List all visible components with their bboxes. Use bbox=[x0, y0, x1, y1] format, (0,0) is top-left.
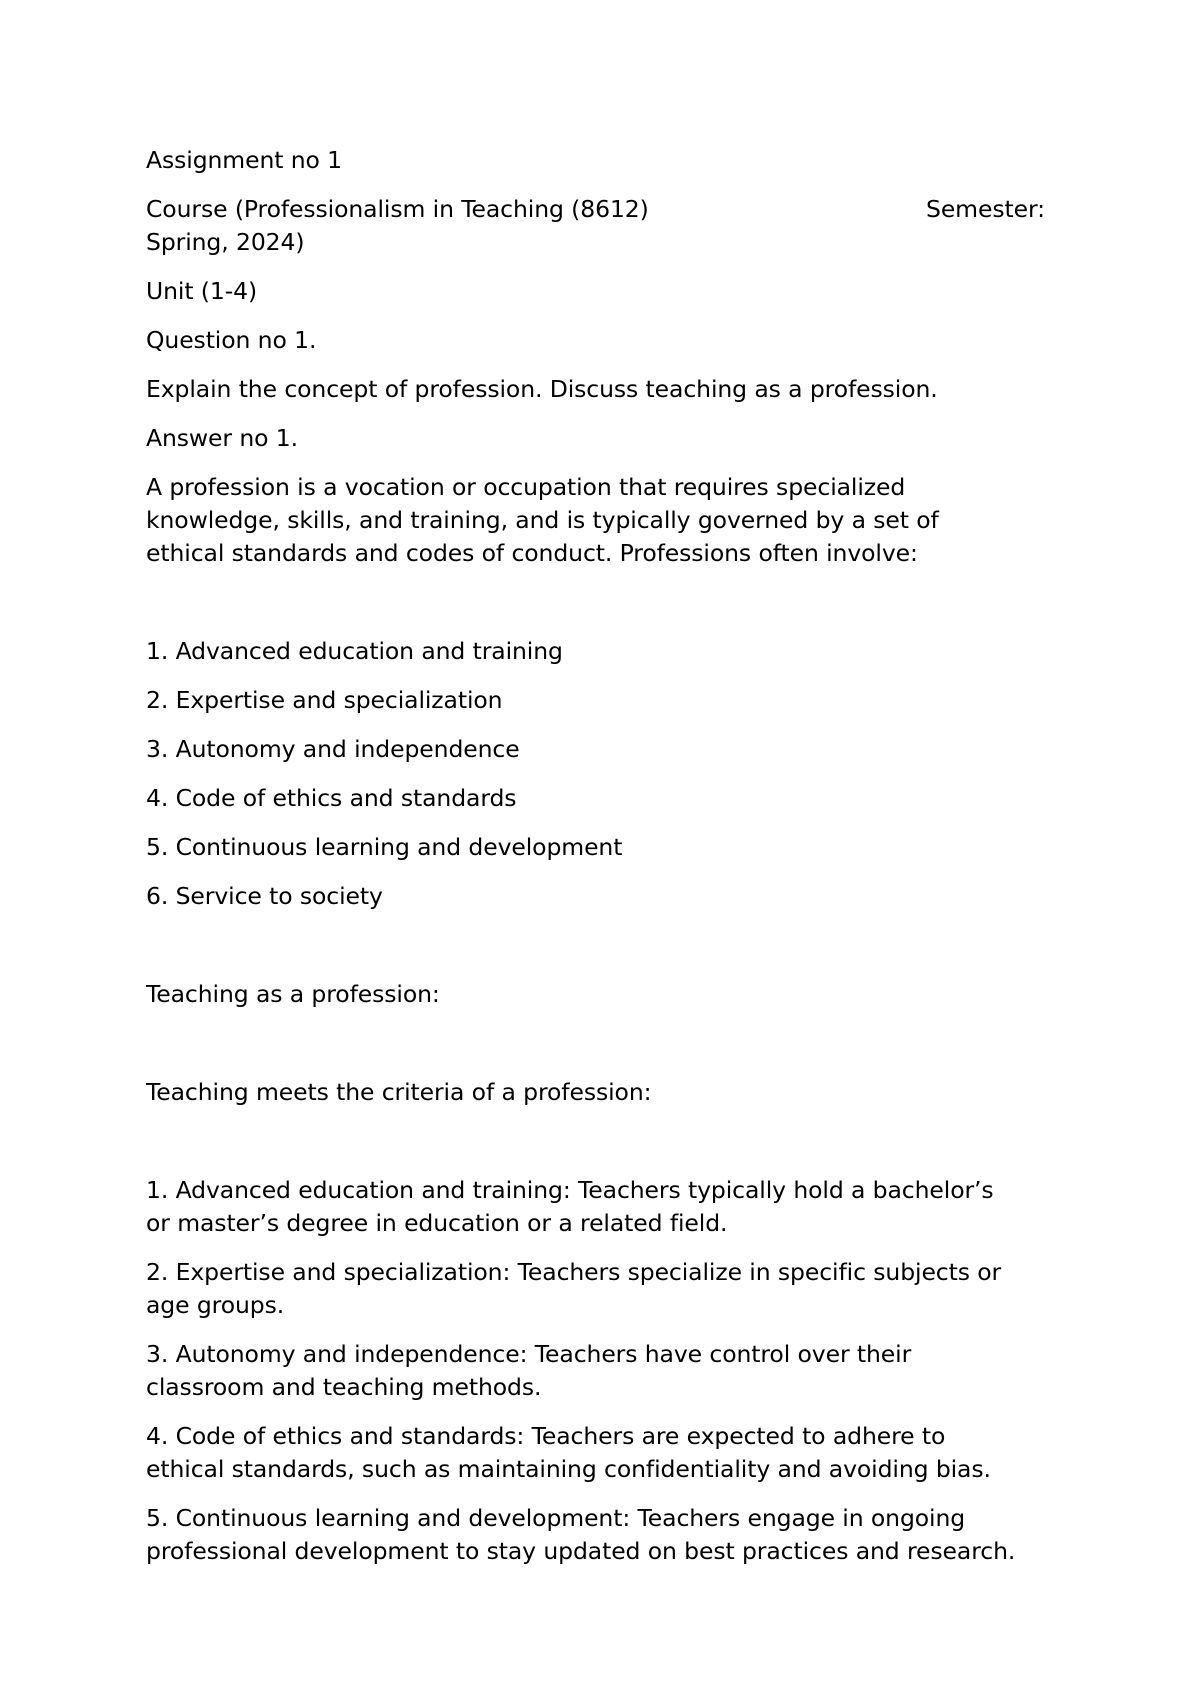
criteria-line: ethical standards, such as maintaining confidentiality and avoiding bias. bbox=[146, 1455, 991, 1483]
teaching-criteria-item bbox=[146, 1420, 1056, 1486]
assignment-title: Assignment no 1 bbox=[146, 146, 343, 174]
question-text: Explain the concept of profession. Discuss teaching as a profession. bbox=[146, 375, 938, 403]
semester-label: Semester: bbox=[926, 195, 1045, 223]
teaching-criteria-intro: Teaching meets the criteria of a profession: bbox=[146, 1078, 652, 1106]
blank-line bbox=[146, 1027, 1056, 1060]
course-title: Course (Professionalism in Teaching (8612) bbox=[146, 195, 649, 223]
answer-label: Answer no 1. bbox=[146, 424, 298, 452]
profession-list-item: 5. Continuous learning and development bbox=[146, 833, 623, 861]
criteria-line: or master’s degree in education or a related field. bbox=[146, 1209, 728, 1237]
teaching-criteria-item bbox=[146, 1174, 1056, 1240]
criteria-line: professional development to stay updated on best practices and research. bbox=[146, 1537, 1016, 1565]
criteria-line: 3. Autonomy and independence: Teachers have control over their bbox=[146, 1340, 912, 1368]
criteria-line: 2. Expertise and specialization: Teachers specialize in specific subjects or bbox=[146, 1258, 1002, 1286]
profession-list-item: 2. Expertise and specialization bbox=[146, 686, 503, 714]
teaching-criteria-item bbox=[146, 1256, 1056, 1322]
blank-line bbox=[146, 586, 1056, 619]
criteria-line: classroom and teaching methods. bbox=[146, 1373, 542, 1401]
teaching-criteria-item bbox=[146, 1502, 1056, 1568]
blank-line bbox=[146, 929, 1056, 962]
profession-list-item: 4. Code of ethics and standards bbox=[146, 784, 517, 812]
question-label: Question no 1. bbox=[146, 326, 317, 354]
criteria-line: 1. Advanced education and training: Teachers typically hold a bachelor’s bbox=[146, 1176, 994, 1204]
profession-list-item: 1. Advanced education and training bbox=[146, 637, 563, 665]
answer-intro-line: ethical standards and codes of conduct. Professions often involve: bbox=[146, 539, 918, 567]
criteria-line: age groups. bbox=[146, 1291, 285, 1319]
answer-intro-line: knowledge, skills, and training, and is typically governed by a set of bbox=[146, 506, 939, 534]
teaching-heading: Teaching as a profession: bbox=[146, 980, 440, 1008]
course-term: Spring, 2024) bbox=[146, 228, 305, 256]
blank-line bbox=[146, 1125, 1056, 1158]
criteria-line: 4. Code of ethics and standards: Teachers are expected to adhere to bbox=[146, 1422, 946, 1450]
profession-list-item: 6. Service to society bbox=[146, 882, 383, 910]
document-body bbox=[146, 144, 1056, 1584]
teaching-criteria-item bbox=[146, 1338, 1056, 1404]
profession-list-item: 3. Autonomy and independence bbox=[146, 735, 520, 763]
answer-intro bbox=[146, 471, 1056, 570]
answer-intro-line: A profession is a vocation or occupation that requires specialized bbox=[146, 473, 906, 501]
course-info bbox=[146, 193, 1056, 259]
unit-range: Unit (1-4) bbox=[146, 277, 258, 305]
course-line bbox=[146, 193, 1056, 226]
criteria-line: 5. Continuous learning and development: Teachers engage in ongoing bbox=[146, 1504, 966, 1532]
